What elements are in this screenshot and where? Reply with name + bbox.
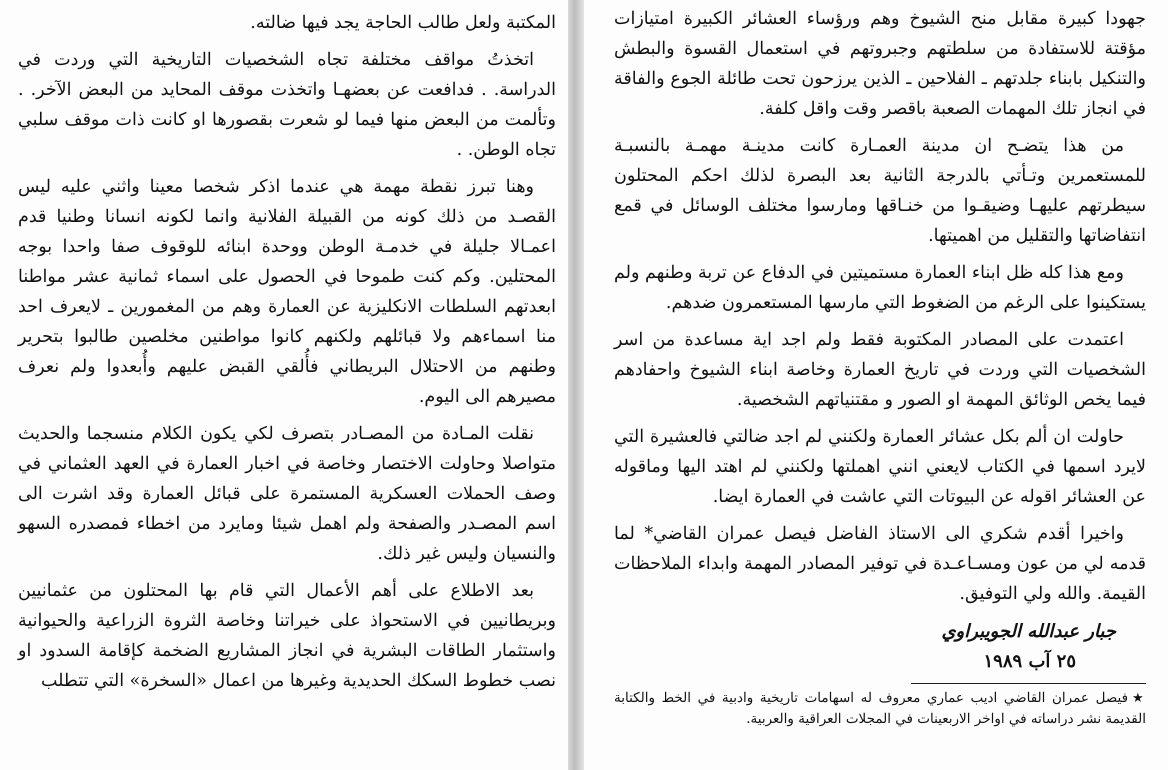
right-page <box>584 0 1168 770</box>
right-paragraph-5: حاولت ان ألم بكل عشائر العمارة ولكنني لم اجد ضالتي فالعشيرة التي لايرد اسمها في الكتاب لايعني انني اهملتها ولكنني لم اهتد اليها وماقوله عن العشائر اقوله عن البيوتات التي عاشت في العمارة ايضا. <box>614 427 1146 507</box>
right-paragraph-4: اعتمدت على المصادر المكتوبة فقط ولم اجد اية مساعدة من اسر الشخصيات التي وردت في تاريخ العمارة وخاصة ابناء الشيوخ واحفادهم فيما يخص الوثائق المهمة او الصور و مقتنياتهم الشخصية. <box>614 330 1146 410</box>
footnote-divider <box>911 683 1146 684</box>
left-page <box>0 0 568 770</box>
left-paragraph-3: وهنا تبرز نقطة مهمة هي عندما اذكر شخصا معينا واثني عليه ليس القصـد من ذلك كونه من القبيلة الفلانية وانما لكونه انسانا وطنيا قدم اعمـالا جليلة في خدمـة الوطن ووحدة ابنائه للوقوف صفا واحدا بوجه المحتلين. وكم كنت طموحا في الحصول على اسماء ثمانية عشر مواطنا ابعدتهم السلطات الانكليزية عن العمارة وهم من المغمورين ـ لايعرف احد منا اسماءهم ولا قبائلهم ولكنهم كانوا مواطنين مخلصين طالبوا بتحرير وطنهم من الاحتلال البريطاني فأُلقي القبض عليهم وأُبعدوا ولم نعرف مصيرهم الى اليوم. <box>18 177 556 407</box>
footnote <box>614 688 1146 730</box>
footnote-text: فيصل عمران القاضي اديب عماري معروف له اسهامات تاريخية وادبية في الخط والكتابة القديمة نشر دراساته في اواخر الاربعينات في المجلات العراقية والعربية. <box>614 690 1146 727</box>
left-paragraph-1: المكتبة ولعل طالب الحاجة يجد فيها ضالته. <box>250 13 556 33</box>
right-paragraph-3: ومع هذا كله ظل ابناء العمارة مستميتين في الدفاع عن تربة وطنهم ولم يستكينوا على الرغم من الضغوط التي مارسها المستعمرون ضدهم. <box>614 263 1146 313</box>
footnote-star-icon: ★ <box>1132 691 1147 706</box>
left-paragraph-4: نقلت المـادة من المصـادر بتصرف لكي يكون الكلام منسجما والحديث متواصلا وحاولت الاختصار وخاصة في اخبار العمارة في العهد العثماني في وصف الحملات العسكرية المستمرة على قبائل العمارة وقد اشرت الى اسم المصـدر والصفحة ولم اهمل شيئا ومايرد من اخطاء فمصدره السهو والنسيان وليس غير ذلك. <box>18 424 556 564</box>
left-paragraph-2: اتخذتُ مواقف مختلفة تجاه الشخصيات التاريخية التي وردت في الدراسة. . فدافعت عن بعضهـا واتخذت موقف المحايد من البعض الآخر. . وتألمت من البعض منها فيما لو شعرت بقصورها او كانت ذات موقف سلبي تجاه الوطن. . <box>18 50 556 160</box>
book-gutter <box>568 0 584 770</box>
right-paragraph-6: واخيرا أقدم شكري الى الاستاذ الفاضل فيصل عمران القاضي* لما قدمه لي من عون ومسـاعـدة في توفير المصادر المهمة وابداء الملاحظات القيمة. والله ولي التوفيق. <box>614 524 1146 604</box>
right-paragraph-1: جهودا كبيرة مقابل منح الشيوخ وهم ورؤساء العشائر الكبيرة امتيازات مؤقتة للاستفادة من سلطتهم وجبروتهم في استعمال القسوة والبطش والتنكيل بابناء جلدتهم ـ الفلاحين ـ الذين يرزحون تحت طائلة الجوع والفاقة في انجاز تلك المهمات الصعبة باقصر وقت واقل كلفة. <box>614 9 1146 119</box>
author-signature: جبار عبدالله الجويبراوي <box>941 621 1116 642</box>
right-paragraph-2: من هذا يتضـح ان مدينة العمـارة كانت مدينـة مهمـة بالنسبـة للمستعمرين وتـأتي بالدرجة الثانية بعد البصرة لذلك احكم المحتلون سيطرتهم عليهـا وضيقـوا من خنـاقها ومارسوا مختلف الوسائل في قمع انتفاضاتها والتقليل من اهميتها. <box>614 136 1146 246</box>
signature-date: ٢٥ آب ١٩٨٩ <box>983 651 1076 672</box>
left-paragraph-5: بعد الاطلاع على أهم الأعمال التي قام بها المحتلون من عثمانيين وبريطانيين في الاستحواذ على خيراتنا وخاصة الثروة الزراعية والحيوانية واستثمار الطاقات البشرية في انجاز المشاريع الضخمة كإقامة السدود او نصب خطوط السكك الحديدية وغيرها من اعمال «السخرة» التي تتطلب <box>18 581 556 691</box>
